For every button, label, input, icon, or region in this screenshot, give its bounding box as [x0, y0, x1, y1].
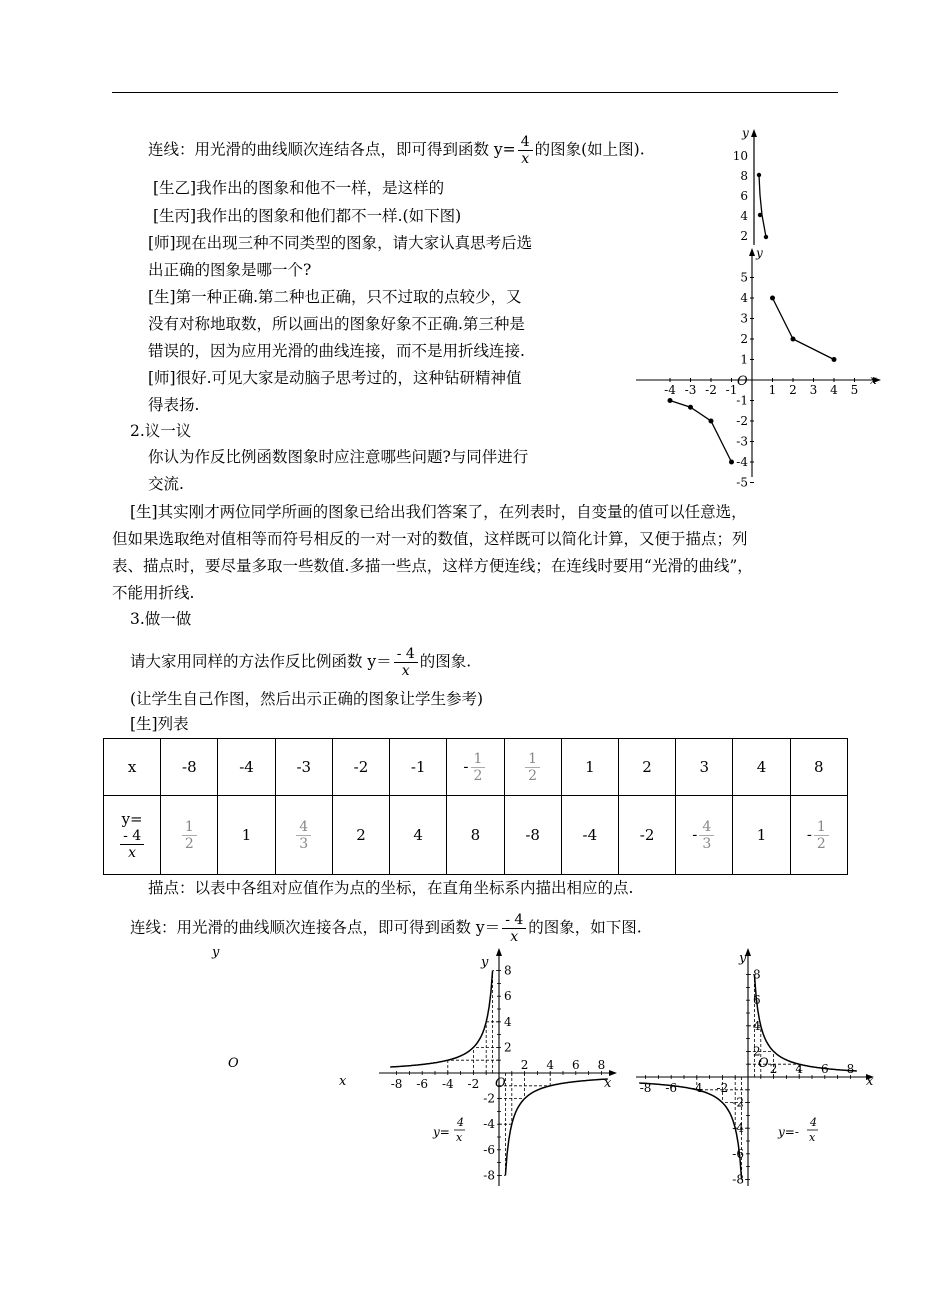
paragraph-student-2d: 不能用折线.: [112, 584, 195, 602]
origin-label: O: [737, 374, 748, 389]
fraction-numerator: 4: [520, 134, 530, 150]
y-tick-label: 3: [740, 311, 748, 326]
header-rule: [112, 92, 838, 93]
y-tick-label: 6: [504, 989, 512, 1004]
x-tick-label: -8: [639, 1081, 652, 1095]
fraction-numerator: 1: [528, 750, 538, 767]
data-point: [791, 337, 796, 342]
fraction-four-thirds: [699, 819, 714, 852]
table-cell: 4: [733, 739, 790, 796]
fraction-4-over-x: [518, 134, 533, 167]
fraction-numerator: 1: [473, 750, 483, 767]
fraction-numerator: - 4: [123, 827, 142, 844]
table-header-y: [104, 796, 161, 875]
y-axis-arrow: [749, 248, 755, 256]
hyperbola-branch-left: [639, 1083, 741, 1179]
x-tick-label: 8: [597, 1058, 606, 1072]
y-tick-label: -6: [732, 1146, 744, 1161]
table-row-y: [104, 796, 848, 875]
table-row-x: [104, 739, 848, 796]
x-tick-label: -2: [467, 1077, 480, 1091]
table-cell: -4: [561, 796, 618, 875]
minus-sign: -: [806, 825, 812, 843]
table-cell: 1: [561, 739, 618, 796]
paragraph-discuss: 你认为作反比例函数图象时应注意哪些问题?与同伴进行: [148, 448, 529, 466]
x-tick-label: 1: [768, 383, 777, 397]
data-point: [709, 419, 714, 424]
x-tick-label: 6: [820, 1062, 829, 1076]
table-cell: 1: [218, 796, 275, 875]
paragraph-try: [130, 646, 471, 679]
table-cell: [447, 739, 504, 796]
data-point: [764, 235, 768, 239]
formula-numerator: 4: [457, 1116, 464, 1129]
paragraph-plot-points: 描点：以表中各组对应值作为点的坐标，在直角坐标系内描出相应的点.: [148, 879, 634, 897]
table-cell: -2: [618, 796, 675, 875]
y-tick-label: 4: [753, 1018, 761, 1033]
y-tick-label: -3: [736, 434, 748, 449]
y-tick-label: 6: [753, 993, 761, 1008]
x-axis-label: x: [870, 373, 877, 387]
fraction-denominator: 3: [296, 835, 311, 852]
text: 的图象(如上图).: [534, 140, 645, 159]
axes: [636, 948, 874, 1186]
x-tick-label: -4: [664, 383, 676, 397]
origin-label: O: [228, 1056, 239, 1071]
paragraph-teacher-1b: 出正确的图象是哪一个?: [148, 261, 312, 279]
table-cell: [504, 739, 561, 796]
paragraph-teacher-2: [师]很好.可见大家是动脑子思考过的，这种钻研精神值: [148, 369, 522, 387]
origin-label: O: [495, 1076, 506, 1091]
y-tick-label: -4: [732, 1121, 744, 1136]
x-tick-label: 4: [546, 1058, 555, 1072]
y-tick-label: 4: [504, 1014, 512, 1029]
hyperbola-branch-left: [390, 971, 492, 1067]
y-tick-label: 5: [740, 270, 748, 285]
fraction-denominator: 3: [699, 835, 714, 852]
fraction-denominator: 2: [525, 767, 540, 784]
y-axis-label: y: [756, 246, 763, 260]
paragraph-student-2c: 表、描点时，要尽量多取一些数值.多描一些点，这样方便连线；在连线时要用“光滑的曲线”，: [112, 557, 753, 575]
table-cell: 2: [618, 739, 675, 796]
y-tick-label: -5: [736, 475, 748, 490]
hyperbola-branch-right: [505, 1079, 607, 1175]
y-axis-label: y: [481, 955, 489, 970]
data-point: [688, 405, 693, 410]
data-point: [757, 173, 761, 177]
x-tick-label: -4: [441, 1077, 454, 1091]
y-tick-label: -2: [483, 1091, 495, 1106]
table-cell: 8: [447, 796, 504, 875]
graph-bottom-left: [100, 940, 360, 1190]
table-cell: [790, 796, 847, 875]
fraction-denominator: 2: [471, 767, 486, 784]
x-tick-label: -6: [416, 1077, 429, 1091]
data-point: [770, 296, 775, 301]
formula-label: [432, 1116, 465, 1144]
fraction-four-thirds: [296, 819, 311, 852]
y-tick-label: -8: [732, 1172, 744, 1187]
y-axis-label: y: [212, 945, 220, 960]
tick-label: 6: [740, 189, 748, 203]
table-header-x: x: [104, 739, 161, 796]
tick-label: 2: [740, 229, 748, 243]
data-point: [668, 398, 673, 403]
y-tick-label: 8: [504, 963, 512, 978]
fraction-denominator: x: [502, 928, 526, 945]
fraction-denominator: x: [518, 150, 533, 167]
table-cell: [275, 796, 332, 875]
y-axis-arrow: [496, 948, 502, 956]
paragraph-student-b: [生乙]我作出的图象和他不一样，是这样的: [153, 179, 445, 197]
formula-label: [777, 1116, 818, 1144]
x-tick-label: -8: [390, 1077, 403, 1091]
x-tick-label: 3: [809, 383, 818, 397]
y-tick-label: 8: [753, 967, 761, 982]
table-cell: 1: [733, 796, 790, 875]
table-cell: -2: [332, 739, 389, 796]
y-tick-label: -6: [483, 1142, 495, 1157]
table-cell: -8: [504, 796, 561, 875]
paragraph-teacher-2b: 得表扬.: [148, 396, 200, 414]
y-tick-label: 4: [740, 291, 748, 305]
tick-label: 10: [732, 149, 748, 163]
x-tick-label: 4: [830, 383, 838, 397]
y-tick-label: -4: [736, 455, 748, 469]
hyperbola-branch-right: [754, 975, 856, 1071]
data-point: [832, 357, 837, 362]
y-axis-label: y: [739, 951, 747, 966]
paragraph-student-2: [生]其实刚才两位同学所画的图象已给出我们答案了，在列表时，自变量的值可以任意选，: [130, 503, 747, 521]
text: 的图象，如下图.: [528, 918, 642, 937]
text: 连线：用光滑的曲线顺次连接各点，即可得到函数 y＝: [130, 918, 501, 937]
graph-bottom-right: [632, 940, 892, 1190]
x-tick-label: 2: [520, 1058, 529, 1072]
y-tick-label: -2: [736, 414, 748, 428]
fraction-numerator: 1: [184, 818, 194, 835]
paragraph-teacher-1: [师]现在出现三种不同类型的图象，请大家认真思考后选: [148, 234, 533, 252]
x-tick-label: -2: [705, 383, 717, 397]
fraction-neg4-over-x: [120, 828, 144, 861]
fraction-numerator: - 4: [505, 912, 524, 928]
tick-label: 4: [740, 209, 748, 223]
axes: [379, 948, 617, 1186]
table-cell: -1: [390, 739, 447, 796]
y-axis-arrow: [751, 129, 757, 137]
table-cell: 2: [332, 796, 389, 875]
y-axis-label: y: [742, 126, 749, 140]
graph-partial-top: [720, 125, 780, 245]
fraction-half: [814, 819, 829, 852]
section-heading-2: 2.议一议: [130, 422, 192, 440]
text: 请大家用同样的方法作反比例函数 y＝: [130, 652, 392, 671]
origin-label: O: [758, 1056, 769, 1071]
x-tick-label: 4: [795, 1062, 804, 1076]
x-tick-label: 2: [769, 1062, 778, 1076]
table-cell: -3: [275, 739, 332, 796]
x-tick-label: -4: [690, 1081, 703, 1095]
data-point: [758, 213, 762, 217]
x-tick-label: 5: [850, 383, 859, 397]
fraction-denominator: x: [394, 662, 418, 679]
fraction-half: [471, 751, 486, 784]
table-cell: -4: [218, 739, 275, 796]
paragraph-student-1: [生]第一种正确.第二种也正确，只不过取的点较少，又: [148, 288, 522, 306]
paragraph-student-c: [生丙]我作出的图象和他们都不一样.(如下图): [153, 207, 462, 225]
x-tick-label: -2: [716, 1081, 729, 1095]
text: 连线：用光滑的曲线顺次连结各点，即可得到函数 y=: [148, 140, 516, 159]
table-cell: 8: [790, 739, 847, 796]
fraction-half: [182, 819, 197, 852]
formula-prefix: y=-: [778, 1125, 799, 1139]
x-tick-label: -6: [665, 1081, 678, 1095]
curve-branch-negative: [670, 401, 732, 463]
data-point: [729, 460, 734, 465]
formula-denominator: x: [809, 1131, 816, 1144]
label-y-equals: y=: [121, 809, 143, 828]
paragraph-student-table: [生]列表: [130, 715, 189, 733]
paragraph-student-1c: 错误的，因为应用光滑的曲线连接，而不是用折线连接.: [148, 342, 525, 360]
fraction-neg4-over-x: [394, 646, 418, 679]
value-table: [103, 738, 848, 875]
fraction-denominator: x: [120, 844, 144, 861]
table-cell: 3: [676, 739, 733, 796]
x-axis-label: x: [339, 1074, 347, 1089]
formula-denominator: x: [456, 1131, 463, 1144]
graph-bottom-middle: [375, 940, 635, 1190]
x-tick-label: 6: [571, 1058, 580, 1072]
x-axis-label: x: [866, 1074, 874, 1089]
fraction-denominator: 2: [814, 835, 829, 852]
formula-numerator: 4: [810, 1116, 817, 1129]
minus-sign: -: [463, 757, 469, 775]
tick-label: 8: [740, 169, 748, 183]
formula-prefix: y=: [433, 1125, 450, 1139]
x-tick-label: 8: [846, 1062, 855, 1076]
curve-segment: [759, 175, 766, 237]
fraction-numerator: - 4: [396, 646, 415, 662]
y-tick-label: -1: [736, 393, 748, 408]
fraction-numerator: 4: [299, 818, 309, 835]
table-cell: [676, 796, 733, 875]
fraction-half: [525, 751, 540, 784]
x-tick-label: 2: [789, 383, 797, 397]
paragraph-student-2b: 但如果选取绝对值相等而符号相反的一对一对的数值，这样既可以简化计算，又便于描点；列: [112, 530, 748, 548]
fraction-numerator: 4: [702, 818, 712, 835]
x-tick-label: -1: [725, 383, 738, 397]
y-tick-label: 2: [753, 1044, 761, 1059]
y-tick-label: -4: [483, 1117, 495, 1132]
text: 的图象.: [419, 652, 472, 671]
graph-polyline-version: [636, 245, 886, 490]
x-axis-label: x: [604, 1076, 612, 1091]
fraction-denominator: 2: [182, 835, 197, 852]
section-heading-3: 3.做一做: [130, 610, 192, 628]
table-cell: [161, 796, 218, 875]
y-tick-label: 2: [740, 332, 748, 346]
paragraph-connect-1: [148, 134, 645, 167]
x-tick-label: -3: [684, 383, 697, 397]
y-tick-label: 1: [740, 352, 748, 367]
paragraph-discuss-b: 交流.: [148, 475, 184, 493]
y-tick-label: -2: [732, 1095, 744, 1110]
curve-branch-positive: [773, 298, 835, 360]
y-tick-label: -8: [483, 1168, 495, 1183]
minus-sign: -: [692, 825, 698, 843]
y-tick-label: 2: [504, 1040, 512, 1055]
table-cell: -8: [161, 739, 218, 796]
paragraph-note: (让学生自己作图，然后出示正确的图象让学生参考): [130, 690, 484, 708]
paragraph-student-1b: 没有对称地取数，所以画出的图象好象不正确.第三种是: [148, 315, 525, 333]
fraction-numerator: 1: [816, 818, 826, 835]
table-cell: 4: [390, 796, 447, 875]
